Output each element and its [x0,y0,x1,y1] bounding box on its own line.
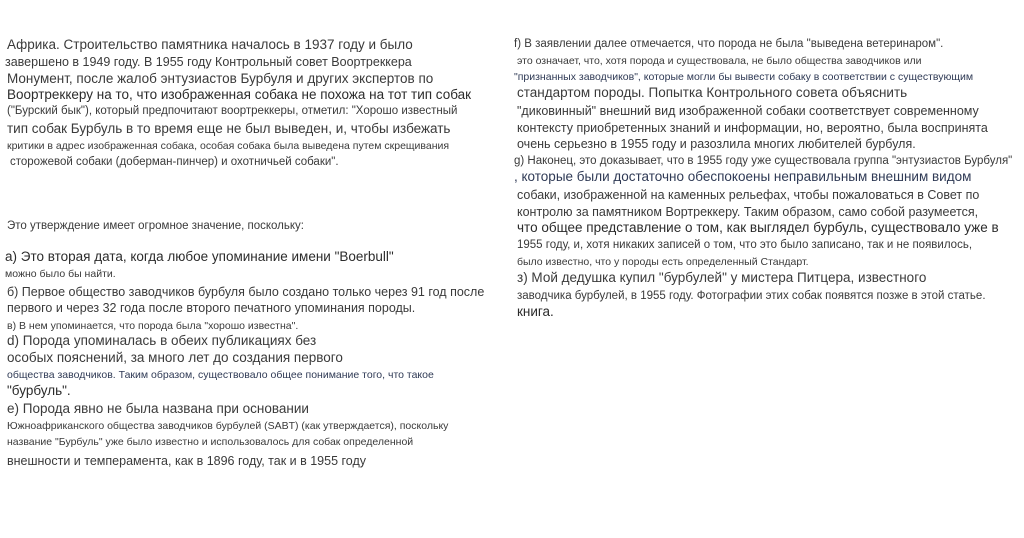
point-z-line: книга. [517,304,554,319]
text-line: Африка. Строительство памятника началось в 1937 году и было [7,37,413,52]
point-d-line: d) Порода упоминалась в обеих публикациях без [7,333,317,348]
point-e-line: внешности и темперамента, как в 1896 году, так и в 1955 году [7,454,367,468]
text-line: сторожевой собаки (доберман-пинчер) и охотничьей собаки". [10,156,339,168]
point-g-line: g) Наконец, это доказывает, что в 1955 году уже существовала группа "энтузиастов Бурбуля" [514,155,1013,167]
point-e-line: е) Порода явно не была названа при основании [7,401,309,416]
point-g-line: собаки, изображенной на каменных рельефах, чтобы пожаловаться в Совет по [517,188,980,202]
point-f-line: f) В заявлении далее отмечается, что порода не была "выведена ветеринаром". [514,38,944,50]
text-line: Воортреккеру на то, что изображенная собака не похожа на тот тип собак [7,87,472,102]
text-line: ("Бурский бык"), который предпочитают воортреккеры, отметил: "Хорошо известный [7,105,458,117]
point-f-line: "признанных заводчиков", которые могли бы вывести собаку в соответствии с существующим [514,71,974,83]
text-line: завершено в 1949 году. В 1955 году Контрольный совет Воортреккера [5,55,412,69]
point-z-line: заводчика бурбулей, в 1955 году. Фотографии этих собак появятся позже в этой статье. [517,290,986,302]
point-v-line: в) В нем упоминается, что порода была "хорошо известна". [7,320,299,332]
point-g-line: , которые были достаточно обеспокоены неправильным внешним видом [514,169,972,184]
point-g-line: что общее представление о том, как выглядел бурбуль, существовало уже в [517,220,999,235]
point-e-line: название "Бурбуль" уже было известно и использовалось для собак определенной [7,436,414,448]
text-line: Монумент, после жалоб энтузиастов Бурбуля и других экспертов по [7,71,434,86]
point-a-line: можно было бы найти. [5,268,116,280]
point-e-line: Южноафриканского общества заводчиков бурбулей (SABT) (как утверждается), поскольку [7,420,449,432]
text-line: критики в адрес изображенная собака, особая собака была выведена путем скрещивания [7,140,450,152]
point-d-line: общества заводчиков. Таким образом, существовало общее понимание того, что такое [7,369,434,381]
point-z-line: з) Мой дедушка купил "бурбулей" у мистера Питцера, известного [517,270,927,285]
point-f-line: это означает, что, хотя порода и существовала, не было общества заводчиков или [517,55,922,67]
statement-text: Это утверждение имеет огромное значение, поскольку: [7,220,304,232]
point-f-line: стандартом породы. Попытка Контрольного совета объяснить [517,85,908,100]
point-g-line: 1955 году, и, хотя никаких записей о том, что это было записано, так и не появилось, [517,239,973,251]
point-b-line: б) Первое общество заводчиков бурбуля было создано только через 91 год после [7,285,485,299]
text-line: тип собак Бурбуль в то время еще не был выведен, и, чтобы избежать [7,121,451,136]
point-b-line: первого и через 32 года после второго печатного упоминания породы. [7,301,416,315]
point-g-line: было известно, что у породы есть определенный Стандарт. [517,256,809,268]
point-g-line: контролю за памятником Вортреккеру. Таким образом, само собой разумеется, [517,205,979,219]
point-a-line: а) Это вторая дата, когда любое упоминание имени "Boerbull" [5,249,394,264]
point-f-line: контексту приобретенных знаний и информации, но, вероятно, была воспринята [517,121,988,135]
point-f-line: "диковинный" внешний вид изображенной собаки соответствует современному [517,104,979,118]
point-d-line: "бурбуль". [7,383,71,398]
point-f-line: очень серьезно в 1955 году и разозлила многих любителей бурбуля. [517,137,916,151]
point-d-line: особых пояснений, за много лет до создания первого [7,350,343,365]
